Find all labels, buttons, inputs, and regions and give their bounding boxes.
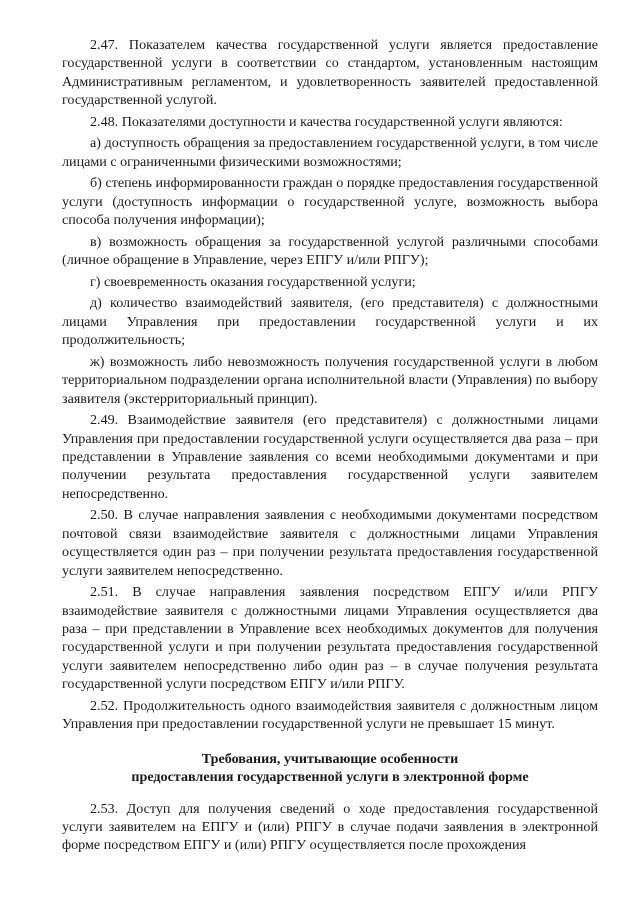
paragraph-2-50: 2.50. В случае направления заявления с необходимыми документами посредством почтовой связи взаимодействие заявителя с должностными лицами Управления осуществляется один раз – при получении результата предоставления государственной услуги заявителем непосредственно.	[62, 507, 598, 579]
list-item-d: д) количество взаимодействий заявителя, (его представителя) с должностными лицами Управления при предоставлении государственной услуги и их продолжительность;	[62, 295, 598, 349]
list-item-a: а) доступность обращения за предоставлением государственной услуги, в том числе лицами с ограниченными физическими возможностями;	[62, 135, 598, 170]
list-item-g: г) своевременность оказания государственной услуги;	[90, 273, 416, 290]
section-heading-line-2: предоставления государственной услуги в электронной форме	[131, 769, 529, 786]
paragraph-2-49: 2.49. Взаимодействие заявителя (его представителя) с должностными лицами Управления при предоставлении государственной услуги осуществляется два раза – при представлении в Управление заявления со всеми необходимыми документами и при получении результата предоставления государственной услуги заявителем непосредственно.	[62, 412, 598, 502]
list-item-v: в) возможность обращения за государственной услугой различными способами (личное обращение в Управление, через ЕПГУ и/или РПГУ);	[62, 233, 598, 269]
paragraph-2-47: 2.47. Показателем качества государственной услуги является предоставление государственной услуги в соответствии со стандартом, установленным настоящим Административным регламентом, и удовлетворенность заявителей предоставленной государственной услугой.	[62, 37, 598, 109]
section-heading	[62, 750, 598, 787]
paragraph-2-52: 2.52. Продолжительность одного взаимодействия заявителя с должностным лицом Управления при предоставлении государственной услуги не превышает 15 минут.	[62, 697, 598, 733]
paragraph-2-51: 2.51. В случае направления заявления посредством ЕПГУ и/или РПГУ взаимодействие заявителя с должностными лицами Управления осуществляется два раза – при представлении в Управление всех необходимых документов для получения государственной услуги и при получении результата предоставления государственной услуги заявителем непосредственно либо один раз – в случае получения результата государственной услуги посредством ЕПГУ и/или РПГУ.	[62, 584, 598, 693]
paragraph-2-48: 2.48. Показателями доступности и качества государственной услуги являются:	[90, 113, 563, 130]
list-item-zh: ж) возможность либо невозможность получения государственной услуги в любом территориальном подразделении органа исполнительной власти (Управления) по выбору заявителя (экстерриториальный принцип).	[62, 353, 598, 407]
list-item-b: б) степень информированности граждан о порядке предоставления государственной услуги (доступность информации о государственной услуге, возможность выбора способа получения информации);	[62, 175, 598, 229]
document-page	[62, 36, 598, 858]
paragraph-2-53: 2.53. Доступ для получения сведений о ходе предоставления государственной услуги заявителем на ЕПГУ и (или) РПГУ в случае подачи заявления в электронной форме посредством ЕПГУ и (или) РПГУ осуществляется после прохождения	[62, 800, 598, 854]
section-heading-line-1: Требования, учитывающие особенности	[201, 750, 459, 767]
